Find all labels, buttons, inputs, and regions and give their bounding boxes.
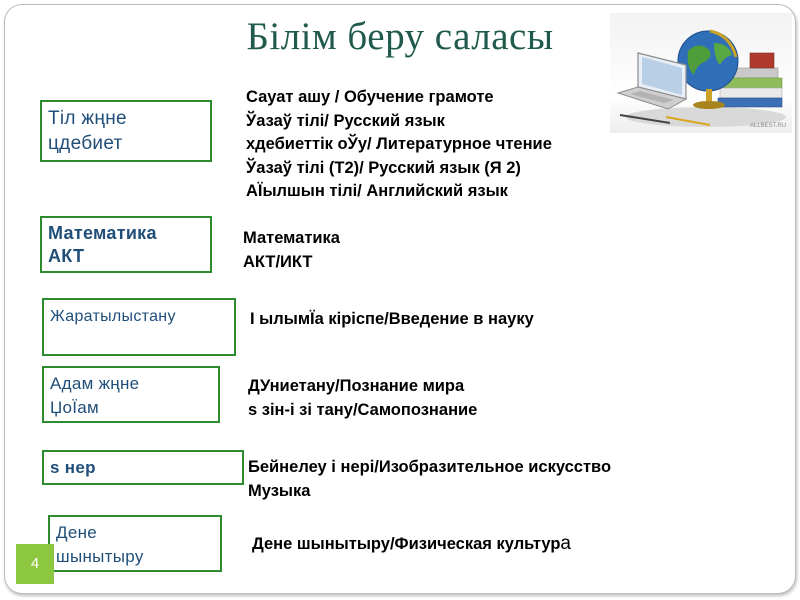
area-box-natural-science: Жаратылыстану bbox=[42, 298, 236, 356]
subject-item: ДУниетану/Познание мира bbox=[248, 377, 465, 395]
subject-list-natural-science bbox=[250, 307, 534, 331]
area-box-physical-education: Дене шынытыру bbox=[48, 515, 222, 572]
area-box-language-literature: Тіл жңне цдебиет bbox=[40, 100, 212, 162]
subject-item: Музыка bbox=[248, 482, 311, 500]
subject-item: АЇылшын тілі/ Английский язык bbox=[246, 182, 508, 200]
subject-item: Математика bbox=[243, 229, 340, 247]
subject-item: хдебиеттік оЎу/ Литературное чтение bbox=[246, 135, 552, 153]
subject-list-human-society bbox=[248, 374, 477, 422]
subject-item bbox=[252, 532, 571, 556]
subject-list-physical-education bbox=[252, 532, 571, 556]
subject-text-last-letter: а bbox=[560, 533, 571, 554]
page-number: 4 bbox=[16, 544, 54, 584]
subject-list-language-literature bbox=[246, 86, 552, 204]
area-box-human-society: Адам жңне ЏоЇам bbox=[42, 366, 220, 423]
slide-title: Білім беру саласы bbox=[246, 15, 554, 58]
subject-item: Бейнелеу і нері/Изобразительное искусство bbox=[248, 458, 612, 476]
subject-text: Дене шынытыру/Физическая культур bbox=[252, 535, 561, 553]
subject-item: АКТ/ИКТ bbox=[243, 253, 313, 271]
watermark-logo: ALLBEST.RU bbox=[749, 123, 786, 129]
subject-list-mathematics-ict bbox=[243, 226, 340, 274]
education-globe-laptop-books-icon bbox=[610, 13, 792, 133]
subject-item: Ўазаў тілі (Т2)/ Русский язык (Я 2) bbox=[246, 158, 521, 177]
subject-list-art bbox=[248, 455, 611, 503]
subject-item: s зін-і зі тану/Самопознание bbox=[248, 401, 478, 419]
subject-item: Сауат ашу / Обучение грамоте bbox=[246, 88, 494, 106]
area-box-art: s нер bbox=[42, 450, 244, 485]
subject-item: І ылымЇа кіріспе/Введение в науку bbox=[250, 310, 534, 328]
area-box-mathematics-ict: Математика АКТ bbox=[40, 216, 212, 273]
subject-item: Ўазаў тілі/ Русский язык bbox=[246, 111, 445, 130]
education-illustration bbox=[610, 13, 792, 133]
